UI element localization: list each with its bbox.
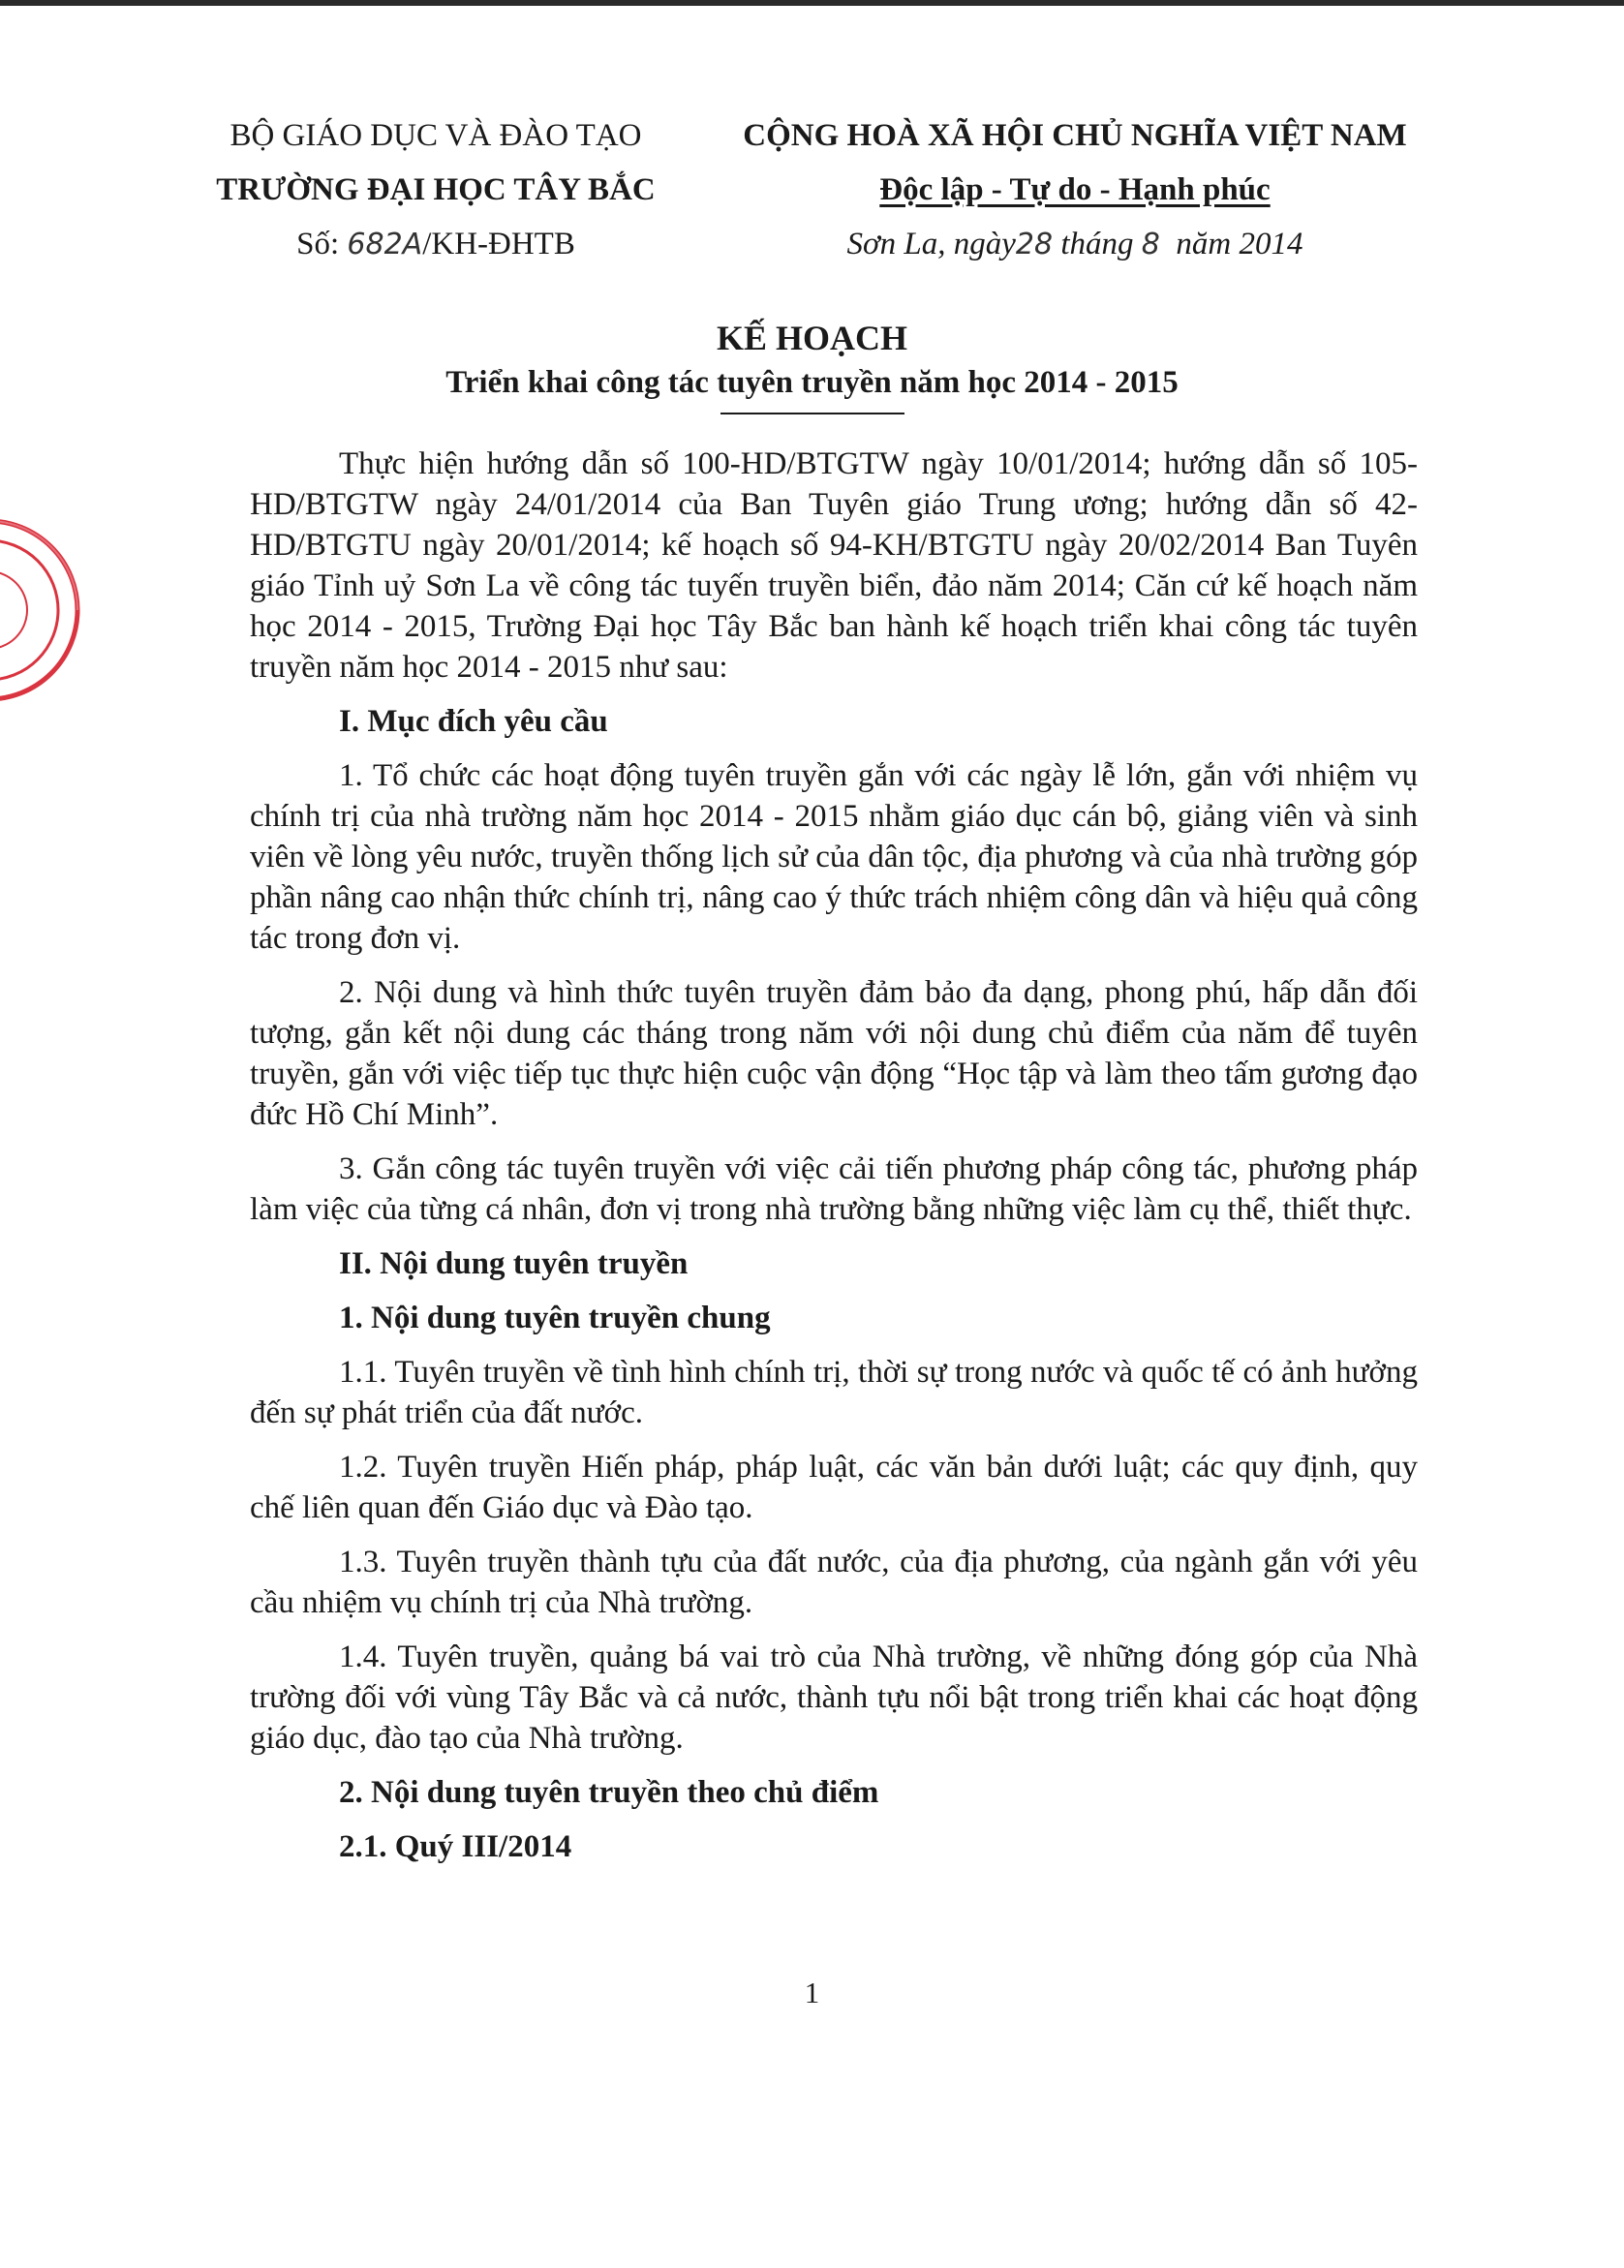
- nation-name: CỘNG HOÀ XÃ HỘI CHỦ NGHĨA VIỆT NAM: [743, 118, 1407, 153]
- document-subtitle: Triển khai công tác tuyên truyền năm học 2014 - 2015: [445, 365, 1179, 400]
- document-number: [194, 217, 678, 272]
- section-heading-2: II. Nội dung tuyên truyền: [339, 1246, 689, 1281]
- paragraph: 1.4. Tuyên truyền, quảng bá vai trò của Nhà trường, về những đóng góp của Nhà trường đối với vùng Tây Bắc và cả nước, thành tựu nổi bật trong triển khai các hoạt động giáo dục, đào tạo của Nhà trường.: [250, 1640, 1418, 1756]
- ministry-name: BỘ GIÁO DỤC VÀ ĐÀO TẠO: [230, 118, 642, 153]
- paragraph: 3. Gắn công tác tuyên truyền với việc cải tiến phương pháp công tác, phương pháp làm việc của từng cá nhân, đơn vị trong nhà trường bằng những việc làm cụ thể, thiết thực.: [250, 1151, 1418, 1227]
- doc-number-suffix: /KH-ĐHTB: [422, 227, 575, 261]
- document-body: [250, 444, 1418, 1881]
- title-divider: [720, 413, 904, 414]
- university-name: TRƯỜNG ĐẠI HỌC TÂY BẮC: [216, 172, 656, 207]
- doc-number-handwritten: 682A: [347, 228, 423, 261]
- nation-block: [717, 108, 1433, 272]
- date-month-handwritten: 8: [1141, 228, 1160, 261]
- subsection-heading: 1. Nội dung tuyên truyền chung: [339, 1301, 771, 1335]
- date-line: [717, 217, 1433, 272]
- scan-top-edge: [0, 0, 1624, 6]
- paragraph: 2. Nội dung và hình thức tuyên truyền đảm bảo đa dạng, phong phú, hấp dẫn đối tượng, gắn kết nội dung các tháng trong năm với nội dung chủ điểm của năm để tuyên truyền, gắn với việc tiếp tục thực hiện cuộc vận động “Học tập và làm theo tấm gương đạo đức Hồ Chí Minh”.: [250, 975, 1418, 1132]
- document-title-block: [0, 316, 1624, 414]
- doc-number-prefix: Số:: [296, 227, 340, 261]
- intro-paragraph: Thực hiện hướng dẫn số 100-HD/BTGTW ngày 10/01/2014; hướng dẫn số 105-HD/BTGTW ngày 24/01/2014 của Ban Tuyên giáo Trung ương; hướng dẫn số 42-HD/BTGTU ngày 20/01/2014; kế hoạch số 94-KH/BTGTU ngày 20/02/2014 Ban Tuyên giáo Tỉnh uỷ Sơn La về công tác tuyến truyền biển, đảo năm 2014; Căn cứ kế hoạch năm học 2014 - 2015, Trường Đại học Tây Bắc ban hành kế hoạch triển khai công tác tuyên truyền năm học 2014 - 2015 như sau:: [250, 446, 1418, 685]
- date-year: năm 2014: [1176, 227, 1303, 261]
- document-title: KẾ HOẠCH: [716, 319, 907, 357]
- section-heading-1: I. Mục đích yêu cầu: [339, 704, 608, 739]
- page-number: 1: [804, 1976, 820, 2009]
- issuer-block: [194, 108, 678, 272]
- paragraph: 1.2. Tuyên truyền Hiến pháp, pháp luật, các văn bản dưới luật; các quy định, quy chế liên quan đến Giáo dục và Đào tạo.: [250, 1450, 1418, 1525]
- date-day-handwritten: 28: [1015, 228, 1054, 261]
- subsection-heading: 2.1. Quý III/2014: [339, 1829, 572, 1864]
- paragraph: 1. Tổ chức các hoạt động tuyên truyền gắn với các ngày lễ lớn, gắn với nhiệm vụ chính trị của nhà trường năm học 2014 - 2015 nhằm giáo dục cán bộ, giảng viên và sinh viên về lòng yêu nước, truyền thống lịch sử của dân tộc, địa phương và của nhà trường góp phần nâng cao nhận thức chính trị, nâng cao ý thức trách nhiệm công dân và hiệu quả công tác trong đơn vị.: [250, 758, 1418, 956]
- date-month-word: tháng: [1060, 227, 1134, 261]
- paragraph: 1.1. Tuyên truyền về tình hình chính trị, thời sự trong nước và quốc tế có ảnh hưởng đến sự phát triển của đất nước.: [250, 1355, 1418, 1430]
- national-motto: Độc lập - Tự do - Hạnh phúc: [879, 172, 1271, 207]
- red-seal-stamp: [0, 513, 85, 707]
- date-place: Sơn La, ngày: [846, 227, 1016, 261]
- paragraph: 1.3. Tuyên truyền thành tựu của đất nước, của địa phương, của ngành gắn với yêu cầu nhiệm vụ chính trị của Nhà trường.: [250, 1545, 1418, 1620]
- subsection-heading: 2. Nội dung tuyên truyền theo chủ điểm: [339, 1775, 879, 1810]
